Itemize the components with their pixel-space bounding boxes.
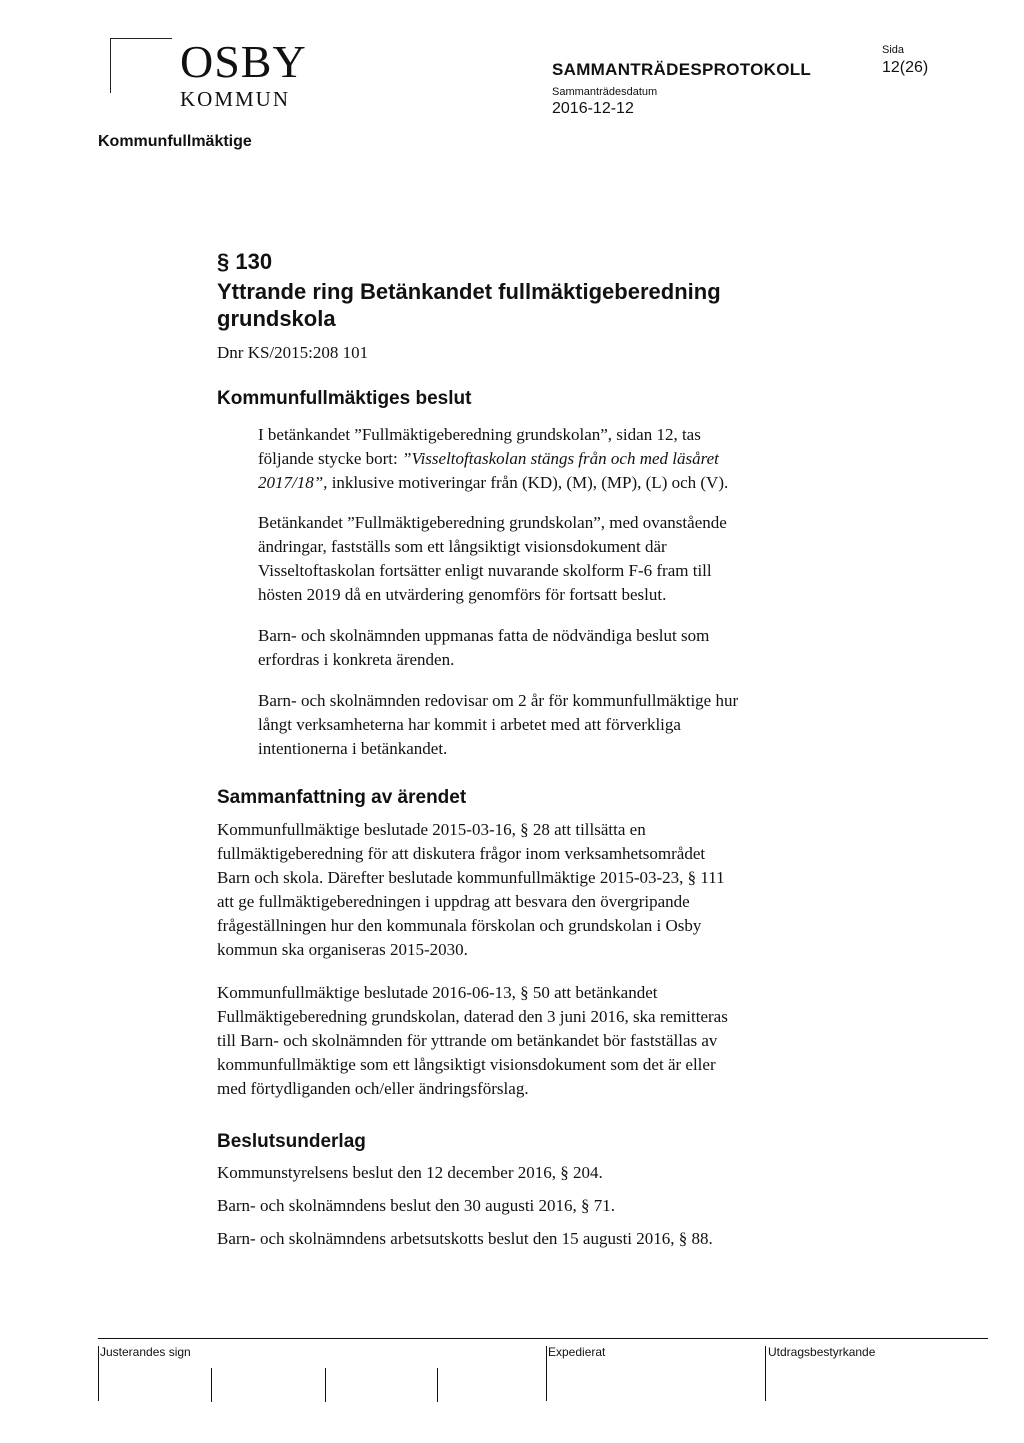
diary-number: Dnr KS/2015:208 101 [217, 343, 369, 362]
text-line: Barn- och skolnämnden uppmanas fatta de nödvändiga beslut som [258, 626, 710, 645]
date-label: Sammanträdesdatum [552, 86, 658, 98]
list-item: Kommunstyrelsens beslut den 12 december 2016, § 204. [217, 1163, 603, 1182]
text-line: kommun ska organiseras 2015-2030. [217, 940, 468, 959]
signature-box-divider [98, 1346, 99, 1401]
beslut-heading: Kommunfullmäktiges beslut [217, 388, 472, 409]
signature-box-divider [211, 1368, 212, 1402]
text-segment: följande stycke bort: [258, 449, 402, 468]
quoted-text: ”Visseltoftaskolan stängs från och med läsåret [402, 449, 719, 468]
beslut-paragraph-2 [258, 511, 727, 607]
section-title: Yttrande ring Betänkandet fullmäktigeberedning grundskola [217, 279, 721, 331]
page-number: 12(26) [882, 59, 929, 76]
signature-box-divider [437, 1368, 438, 1402]
beslut-paragraph-1 [258, 423, 728, 495]
justerandes-sign-label: Justerandes sign [100, 1345, 191, 1359]
section-number [217, 249, 272, 275]
beslut-paragraph-3 [258, 624, 709, 672]
document-type: SAMMANTRÄDESPROTOKOLL [552, 60, 812, 79]
signature-box-divider [546, 1346, 547, 1401]
text-line [258, 471, 728, 495]
utdragsbestyrkande-label: Utdragsbestyrkande [768, 1345, 876, 1359]
text-line: Fullmäktigeberedning grundskolan, daterad den 3 juni 2016, ska remitteras [217, 1007, 728, 1026]
text-line: fullmäktigeberedning för att diskutera frågor inom verksamhetsområdet [217, 844, 706, 863]
expedierat-label: Expedierat [548, 1345, 606, 1359]
text-line: ändringar, fastställs som ett långsiktigt visionsdokument där [258, 537, 667, 556]
text-line: erfordras i konkreta ärenden. [258, 650, 455, 669]
sammanfattning-heading: Sammanfattning av ärendet [217, 787, 467, 808]
sammanfattning-paragraph-1 [217, 818, 725, 962]
text-line: Barn och skola. Därefter beslutade kommunfullmäktige 2015-03-23, § 111 [217, 868, 725, 887]
section-symbol: § [217, 249, 230, 274]
signature-box-divider [325, 1368, 326, 1402]
sammanfattning-paragraph-2 [217, 981, 728, 1101]
list-item: Barn- och skolnämndens beslut den 30 augusti 2016, § 71. [217, 1196, 616, 1215]
text-line: Visseltoftaskolan fortsätter enligt nuvarande skolform F-6 fram till [258, 561, 712, 580]
meeting-date: 2016-12-12 [552, 100, 634, 117]
quoted-text-end: 2017/18”, [258, 473, 332, 492]
section-number-value: 130 [235, 249, 273, 274]
text-line: Kommunfullmäktige beslutade 2015-03-16, § 28 att tillsätta en [217, 820, 646, 839]
text-line: Kommunfullmäktige beslutade 2016-06-13, § 50 att betänkandet [217, 983, 658, 1002]
logo-frame-top [110, 38, 172, 39]
logo-osby: OSBY [180, 36, 307, 87]
text-line: med förtydliganden och/eller ändringsförslag. [217, 1079, 529, 1098]
beslutsunderlag-heading: Beslutsunderlag [217, 1131, 366, 1152]
text-segment: inklusive motiveringar från (KD), (M), (MP), (L) och (V). [331, 473, 729, 492]
text-line: Betänkandet ”Fullmäktigeberedning grundskolan”, med ovanstående [258, 513, 727, 532]
logo-kommun: KOMMUN [180, 87, 291, 111]
text-line: I betänkandet ”Fullmäktigeberedning grundskolan”, sidan 12, tas [258, 425, 701, 444]
list-item: Barn- och skolnämndens arbetsutskotts beslut den 15 augusti 2016, § 88. [217, 1229, 713, 1248]
text-line: långt verksamheterna har kommit i arbetet med att förverkliga [258, 715, 681, 734]
text-line [258, 447, 728, 471]
text-line: att ge fullmäktigeberedningen i uppdrag att besvara den övergripande [217, 892, 690, 911]
text-line: frågeställningen hur den kommunala förskolan och grundskolan i Osby [217, 916, 702, 935]
beslut-paragraph-4 [258, 689, 738, 761]
text-line: till Barn- och skolnämnden för yttrande om betänkandet bör fastställas av [217, 1031, 718, 1050]
page-label: Sida [882, 44, 905, 56]
text-line: kommunfullmäktige som ett långsiktigt visionsdokument som det är eller [217, 1055, 716, 1074]
text-line: intentionerna i betänkandet. [258, 739, 448, 758]
text-line: hösten 2019 då en utvärdering genomförs för fortsatt beslut. [258, 585, 667, 604]
text-line: Barn- och skolnämnden redovisar om 2 år för kommunfullmäktige hur [258, 691, 739, 710]
footer-rule [98, 1338, 988, 1339]
department-name: Kommunfullmäktige [98, 133, 252, 150]
signature-box-divider [765, 1346, 766, 1401]
logo-frame-left [110, 38, 111, 93]
